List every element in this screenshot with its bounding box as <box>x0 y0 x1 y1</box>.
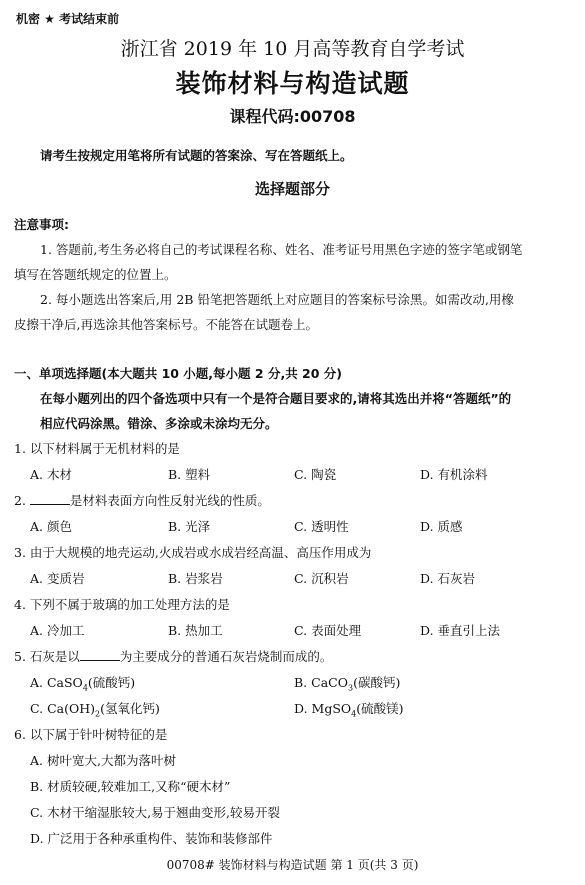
option-a-subscript: 4 <box>82 683 88 693</box>
question-5-suffix: 为主要成分的普通石灰岩烧制而成的。 <box>119 649 333 664</box>
section-1-title: 一、单项选择题(本大题共 10 小题,每小题 2 分,共 20 分) <box>14 366 343 381</box>
question-1-option-c: C. 陶瓷 <box>294 467 337 482</box>
question-6-option-d: D. 广泛用于各种承重构件、装饰和装修部件 <box>30 831 273 846</box>
question-2-option-c: C. 透明性 <box>294 519 349 534</box>
question-5-option-c <box>30 699 160 719</box>
question-1-stem: 1. 以下材料属于无机材料的是 <box>14 441 180 456</box>
option-c-formula: C. Ca(OH) <box>30 701 95 716</box>
answer-blank <box>30 492 70 505</box>
question-2-option-d: D. 质感 <box>420 519 463 534</box>
page-footer: 00708# 装饰材料与构造试题 第 1 页(共 3 页) <box>166 858 419 872</box>
question-5-option-d <box>294 699 404 719</box>
question-6-option-a: A. 树叶宽大,大都为落叶树 <box>30 753 176 768</box>
question-2-stem <box>14 491 270 509</box>
question-3-option-d: D. 石灰岩 <box>420 571 476 586</box>
option-c-subscript: 2 <box>94 709 101 719</box>
question-4-option-c: C. 表面处理 <box>294 623 362 638</box>
course-code: 课程代码:00708 <box>229 107 356 126</box>
option-d-formula: D. MgSO <box>294 701 352 716</box>
option-a-formula: A. CaSO <box>30 675 83 690</box>
subject-title: 装饰材料与构造试题 <box>175 69 410 98</box>
exam-title: 浙江省 2019 年 10 月高等教育自学考试 <box>120 38 465 60</box>
question-4-stem: 4. 下列不属于玻璃的加工处理方法的是 <box>14 597 230 612</box>
answer-blank <box>80 648 120 661</box>
option-b-formula: B. CaCO <box>294 675 348 690</box>
question-6-option-c: C. 木材干缩湿胀较大,易于翘曲变形,较易开裂 <box>30 805 281 820</box>
question-6-option-b: B. 材质较硬,较难加工,又称“硬木材” <box>30 779 231 794</box>
question-2-prefix: 2. <box>14 493 30 508</box>
question-3-stem: 3. 由于大规模的地壳运动,火成岩或水成岩经高温、高压作用成为 <box>14 545 372 560</box>
question-4-option-b: B. 热加工 <box>168 623 223 638</box>
question-1-option-b: B. 塑料 <box>168 467 211 482</box>
question-5-stem <box>14 647 332 665</box>
confidential-label: 机密 ★ 考试结束前 <box>16 12 120 26</box>
question-5-option-b <box>294 673 400 693</box>
question-3-option-a: A. 变质岩 <box>30 571 85 586</box>
section-1-desc-line-1: 在每小题列出的四个备选项中只有一个是符合题目要求的,请将其选出并将“答题纸”的 <box>40 391 512 406</box>
question-6-stem: 6. 以下属于针叶树特征的是 <box>14 727 168 742</box>
section-1-desc-line-2: 相应代码涂黑。错涂、多涂或未涂均无分。 <box>40 416 278 431</box>
option-b-name: (碳酸钙) <box>353 675 401 690</box>
option-d-subscript: 4 <box>351 709 357 719</box>
question-4-option-d: D. 垂直引上法 <box>420 623 501 638</box>
option-c-name: (氢氧化钙) <box>100 701 160 716</box>
instruction-item-2-line-1: 2. 每小题选出答案后,用 2B 铅笔把答题纸上对应题目的答案标号涂黑。如需改动,用橡 <box>40 292 514 307</box>
instruction-item-1-line-1: 1. 答题前,考生务必将自己的考试课程名称、姓名、准考证号用黑色字迹的签字笔或钢笔 <box>40 242 523 257</box>
question-5-prefix: 5. 石灰是以 <box>14 649 80 664</box>
question-1-option-a: A. 木材 <box>30 467 72 482</box>
question-3-option-b: B. 岩浆岩 <box>168 571 223 586</box>
instruction-item-1-line-2: 填写在答题纸规定的位置上。 <box>14 267 177 282</box>
option-b-subscript: 3 <box>347 683 354 693</box>
part-title: 选择题部分 <box>254 180 330 198</box>
question-2-option-a: A. 颜色 <box>30 519 72 534</box>
question-4-option-a: A. 冷加工 <box>30 623 85 638</box>
question-2-suffix: 是材料表面方向性反射光线的性质。 <box>69 493 270 508</box>
question-3-option-c: C. 沉积岩 <box>294 571 349 586</box>
question-2-option-b: B. 光泽 <box>168 519 211 534</box>
option-d-name: (硫酸镁) <box>356 701 404 716</box>
instructions-heading: 注意事项: <box>14 217 69 232</box>
question-5-option-a <box>30 673 135 693</box>
question-1-option-d: D. 有机涂料 <box>420 467 488 482</box>
option-a-name: (硫酸钙) <box>87 675 136 690</box>
instruction-item-2-line-2: 皮擦干净后,再选涂其他答案标号。不能答在试题卷上。 <box>14 317 318 332</box>
answer-notice: 请考生按规定用笔将所有试题的答案涂、写在答题纸上。 <box>40 148 353 163</box>
